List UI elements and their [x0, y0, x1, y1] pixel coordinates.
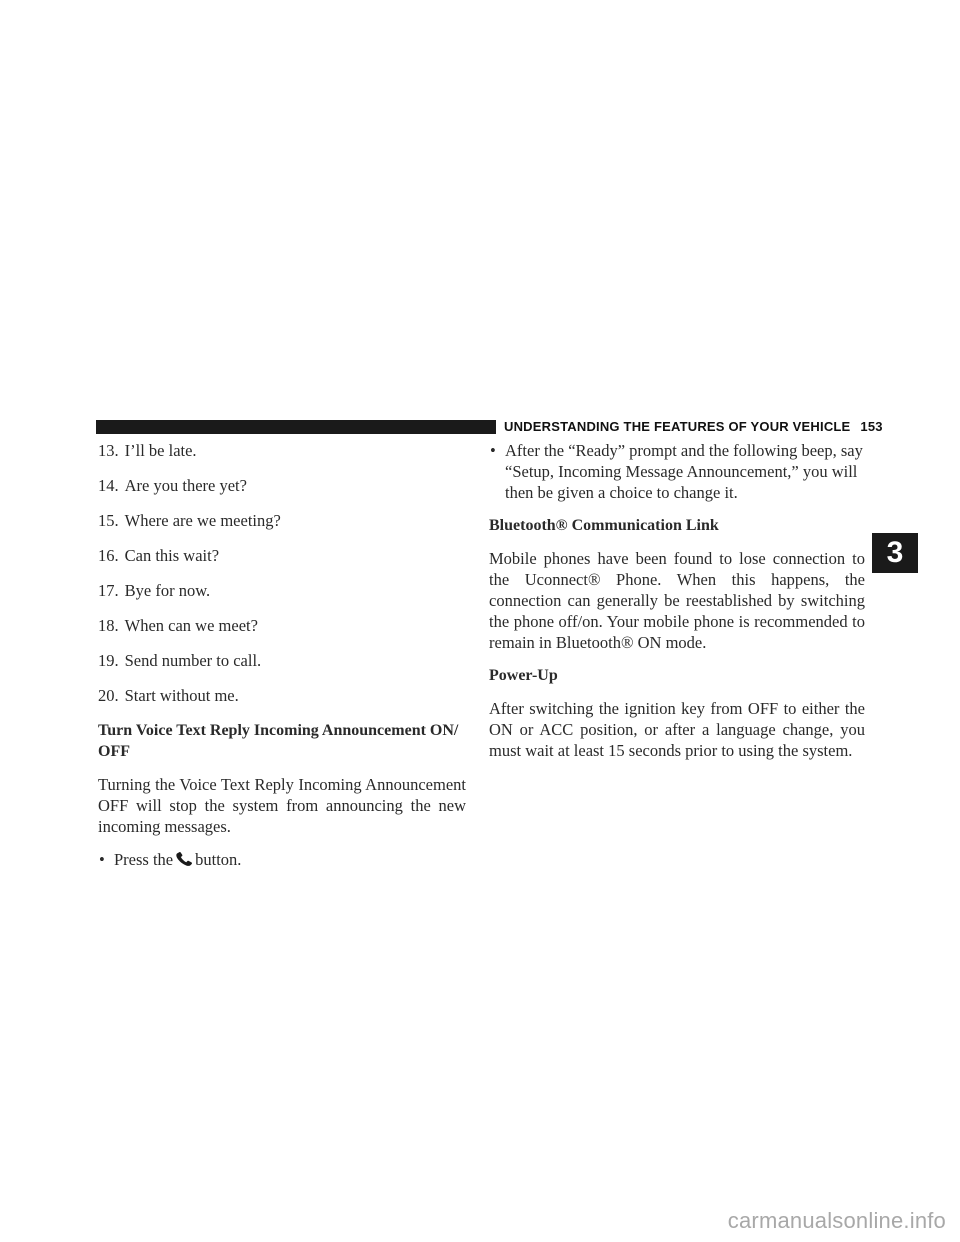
bullet-text: After the “Ready” prompt and the following beep, say “Setup, Incoming Message Announcement,” you will then be given a choice to change it.	[505, 441, 863, 502]
item-number: 18.	[98, 616, 119, 635]
header-title: UNDERSTANDING THE FEATURES OF YOUR VEHICLE	[504, 419, 851, 434]
item-text: Can this wait?	[124, 546, 220, 565]
section-heading-bluetooth: Bluetooth® Communication Link	[489, 517, 719, 534]
bullet-dot: •	[99, 850, 105, 869]
running-header	[504, 419, 883, 434]
bullet-item	[98, 849, 466, 872]
list-item	[98, 545, 466, 566]
chapter-tab: 3	[872, 533, 918, 573]
item-number: 16.	[98, 546, 119, 565]
item-number: 15.	[98, 511, 119, 530]
phone-icon	[175, 851, 193, 872]
page-number: 153	[860, 419, 883, 434]
body-paragraph: After switching the ignition key from OFF to either the ON or ACC position, or after a language change, you must wait at least 15 seconds prior to using the system.	[489, 699, 865, 760]
list-item	[98, 510, 466, 531]
bullet-suffix: button.	[195, 850, 242, 869]
item-text: Bye for now.	[124, 581, 211, 600]
list-item	[98, 580, 466, 601]
left-column	[98, 440, 466, 884]
list-item	[98, 650, 466, 671]
list-item	[98, 475, 466, 496]
item-text: I’ll be late.	[124, 441, 197, 460]
item-number: 19.	[98, 651, 119, 670]
phrase-list	[98, 440, 466, 706]
item-text: Are you there yet?	[124, 476, 247, 495]
item-text: Send number to call.	[124, 651, 262, 670]
body-paragraph: Mobile phones have been found to lose connection to the Uconnect® Phone. When this happens, the connection can generally be reestablished by switching the phone off/on. Your mobile phone is recommended to remain in Bluetooth® ON mode.	[489, 549, 865, 652]
item-number: 14.	[98, 476, 119, 495]
item-text: When can we meet?	[124, 616, 258, 635]
bullet-dot: •	[490, 441, 496, 460]
body-paragraph: Turning the Voice Text Reply Incoming Announcement OFF will stop the system from announcing the new incoming messages.	[98, 775, 466, 836]
list-item	[98, 615, 466, 636]
bullet-item	[489, 440, 865, 503]
item-number: 17.	[98, 581, 119, 600]
list-item	[98, 685, 466, 706]
list-item	[98, 440, 466, 461]
bullet-prefix: Press the	[114, 850, 174, 869]
right-column	[489, 440, 865, 773]
item-text: Start without me.	[124, 686, 239, 705]
section-heading-voice-text-reply: Turn Voice Text Reply Incoming Announcement ON/ OFF	[98, 722, 459, 760]
item-number: 20.	[98, 686, 119, 705]
item-number: 13.	[98, 441, 119, 460]
section-heading-power-up: Power-Up	[489, 667, 558, 684]
item-text: Where are we meeting?	[124, 511, 281, 530]
watermark: carmanualsonline.info	[727, 1208, 946, 1233]
header-rule	[96, 420, 496, 434]
